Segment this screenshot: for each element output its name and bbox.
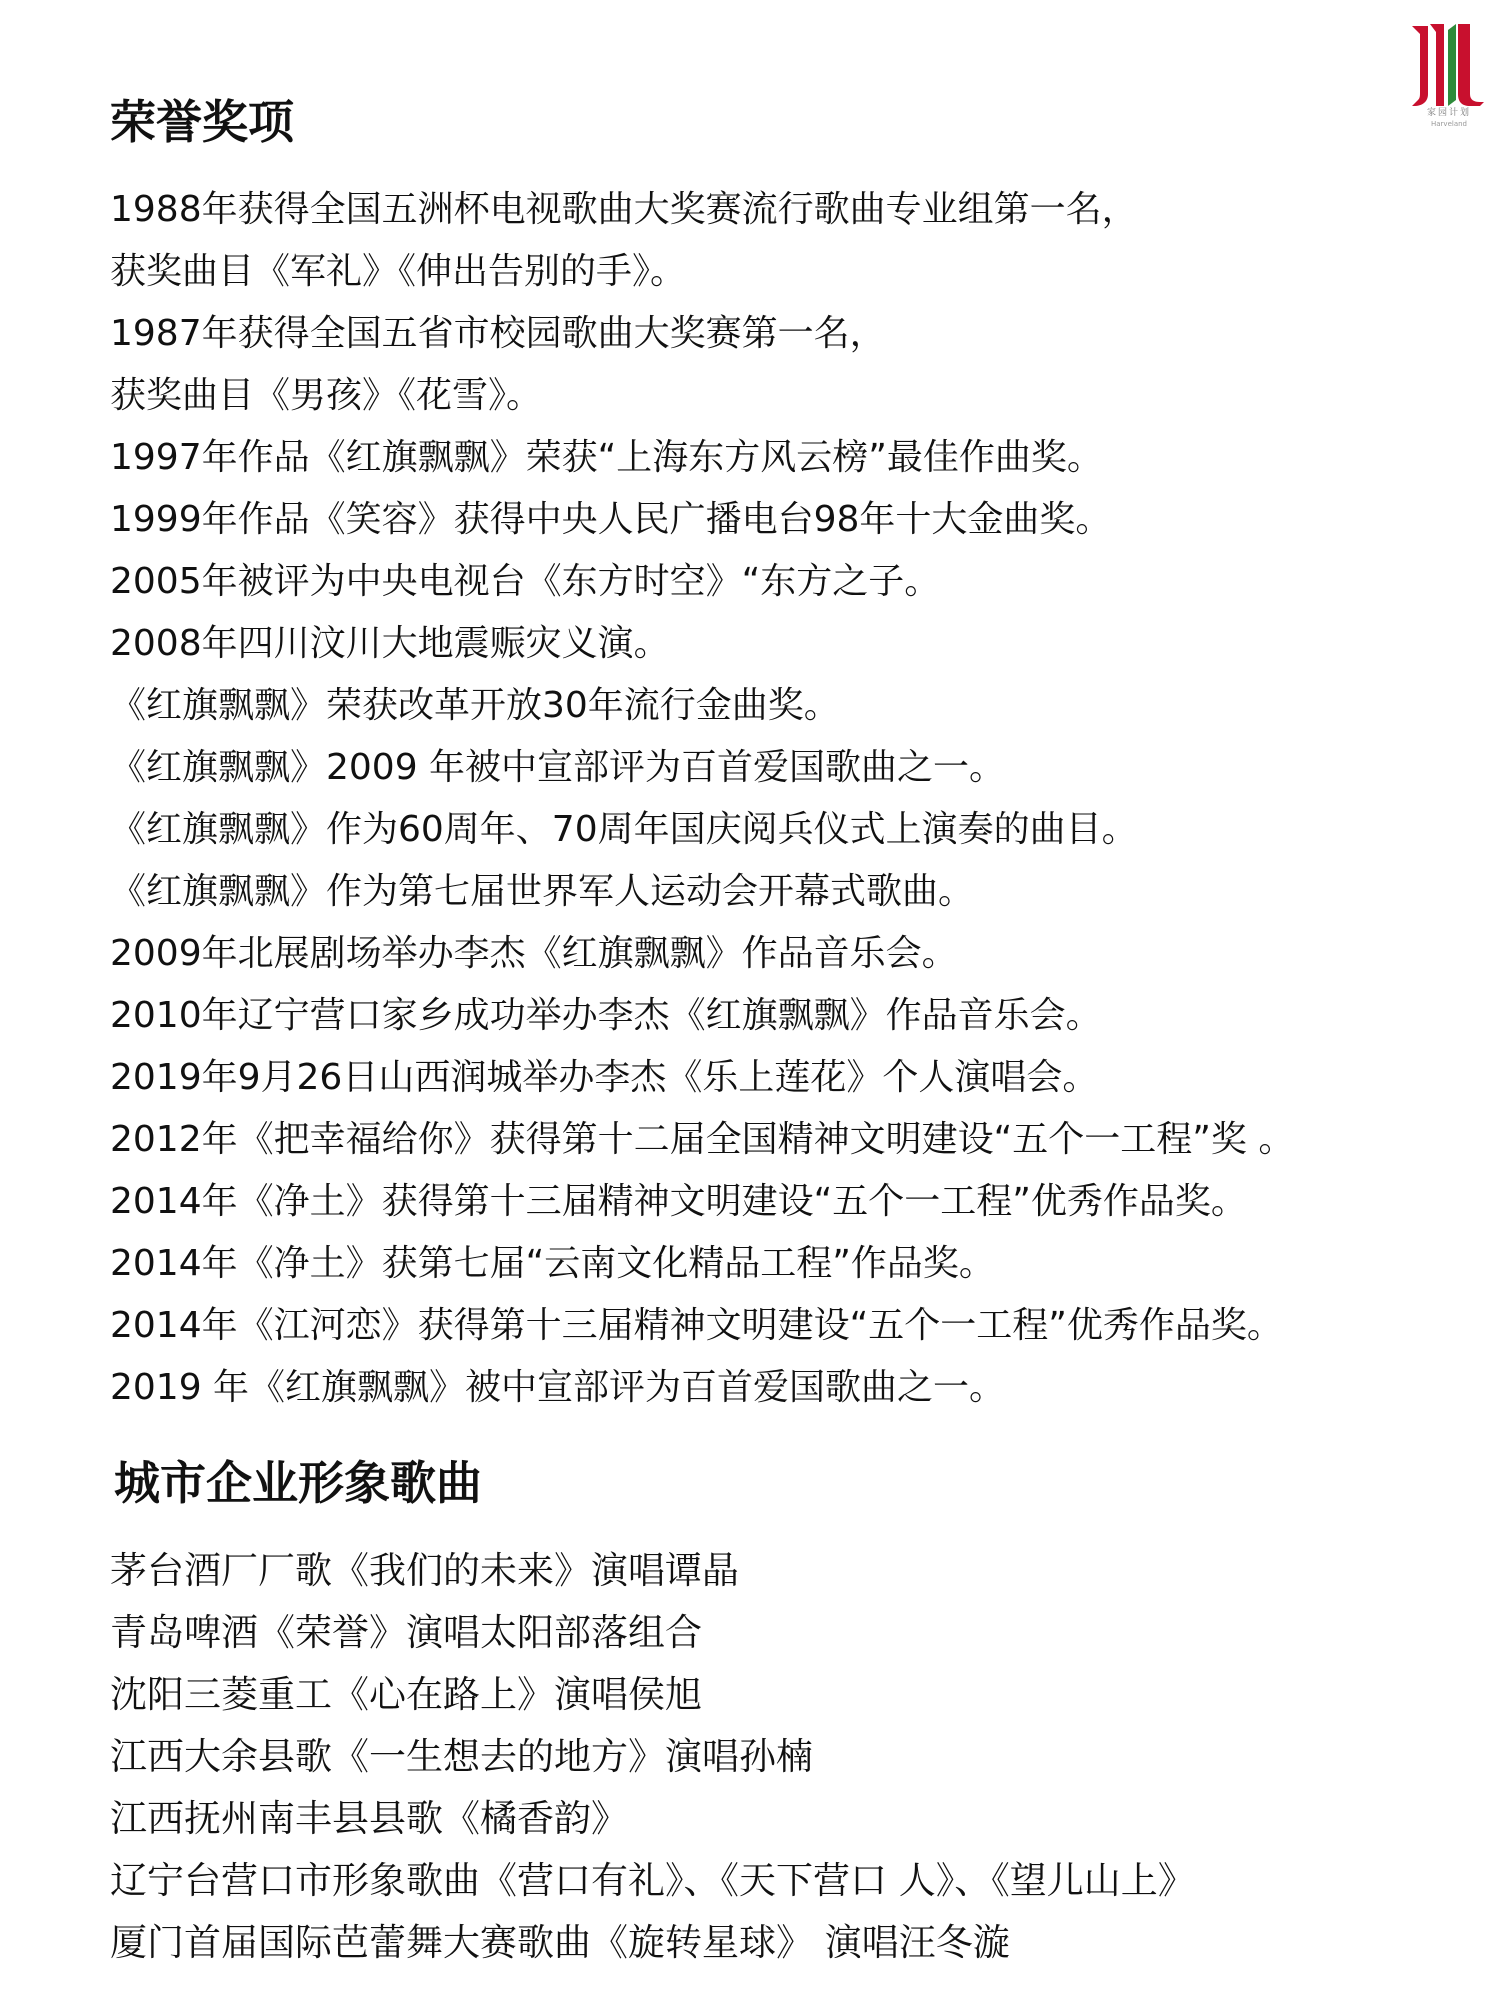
- award-item: 2014年《净土》获得第十三届精神文明建设“五个一工程”优秀作品奖。: [110, 1181, 1247, 1222]
- award-item: 2008年四川汶川大地震赈灾义演。: [110, 623, 670, 664]
- awards-list: [110, 179, 1294, 1419]
- award-item: 2010年辽宁营口家乡成功举办李杰《红旗飘飘》作品音乐会。: [110, 995, 1102, 1036]
- award-item: 2012年《把幸福给你》获得第十二届全国精神文明建设“五个一工程”奖 。: [110, 1119, 1295, 1160]
- song-item: 江西抚州南丰县县歌《橘香韵》: [110, 1797, 628, 1840]
- song-item: 沈阳三菱重工《心在路上》演唱侯旭: [110, 1673, 702, 1716]
- award-item: 2005年被评为中央电视台《东方时空》“东方之子。: [110, 561, 941, 602]
- logo-brand-text: 家园计划: [1426, 108, 1471, 118]
- award-item: 2009年北展剧场举办李杰《红旗飘飘》作品音乐会。: [110, 933, 958, 974]
- award-item: 2019年9月26日山西润城举办李杰《乐上莲花》个人演唱会。: [110, 1057, 1099, 1098]
- songs-heading: 城市企业形象歌曲: [114, 1456, 482, 1510]
- logo-brand-en: Harveland: [1431, 120, 1467, 128]
- award-item: 2014年《江河恋》获得第十三届精神文明建设“五个一工程”优秀作品奖。: [110, 1305, 1283, 1346]
- award-item: 《红旗飘飘》荣获改革开放30年流行金曲奖。: [110, 685, 840, 726]
- award-item: 《红旗飘飘》作为60周年、70周年国庆阅兵仪式上演奏的曲目。: [110, 809, 1138, 850]
- award-item: 1999年作品《笑容》获得中央人民广播电台98年十大金曲奖。: [110, 499, 1112, 540]
- award-item: 《红旗飘飘》2009 年被中宣部评为百首爱国歌曲之一。: [110, 747, 1006, 788]
- brand-logo: [1404, 20, 1494, 135]
- award-item: 1997年作品《红旗飘飘》荣获“上海东方风云榜”最佳作曲奖。: [110, 437, 1103, 478]
- song-item: 茅台酒厂厂歌《我们的未来》演唱谭晶: [110, 1549, 739, 1592]
- song-item: 辽宁台营口市形象歌曲《营口有礼》、《天下营口 人》、《望儿山上》: [110, 1859, 1195, 1902]
- award-item: 获奖曲目《军礼》《伸出告别的手》。: [110, 251, 687, 292]
- songs-list: [110, 1540, 1195, 1974]
- song-item: 江西大余县歌《一生想去的地方》演唱孙楠: [110, 1735, 813, 1778]
- awards-heading: 荣誉奖项: [110, 95, 294, 149]
- award-item: 2019 年《红旗飘飘》被中宣部评为百首爱国歌曲之一。: [110, 1367, 1006, 1408]
- logo-mark-icon: [1404, 20, 1494, 108]
- award-item: 1987年获得全国五省市校园歌曲大奖赛第一名，: [110, 313, 886, 354]
- award-item: 获奖曲目《男孩》《花雪》。: [110, 375, 543, 416]
- award-item: 1988年获得全国五洲杯电视歌曲大奖赛流行歌曲专业组第一名，: [110, 189, 1138, 230]
- song-item: 青岛啤酒《荣誉》演唱太阳部落组合: [110, 1611, 702, 1654]
- award-item: 《红旗飘飘》作为第七届世界军人运动会开幕式歌曲。: [110, 871, 975, 912]
- song-item: 厦门首届国际芭蕾舞大赛歌曲《旋转星球》 演唱汪冬漩: [110, 1921, 1010, 1964]
- award-item: 2014年《净土》获第七届“云南文化精品工程”作品奖。: [110, 1243, 995, 1284]
